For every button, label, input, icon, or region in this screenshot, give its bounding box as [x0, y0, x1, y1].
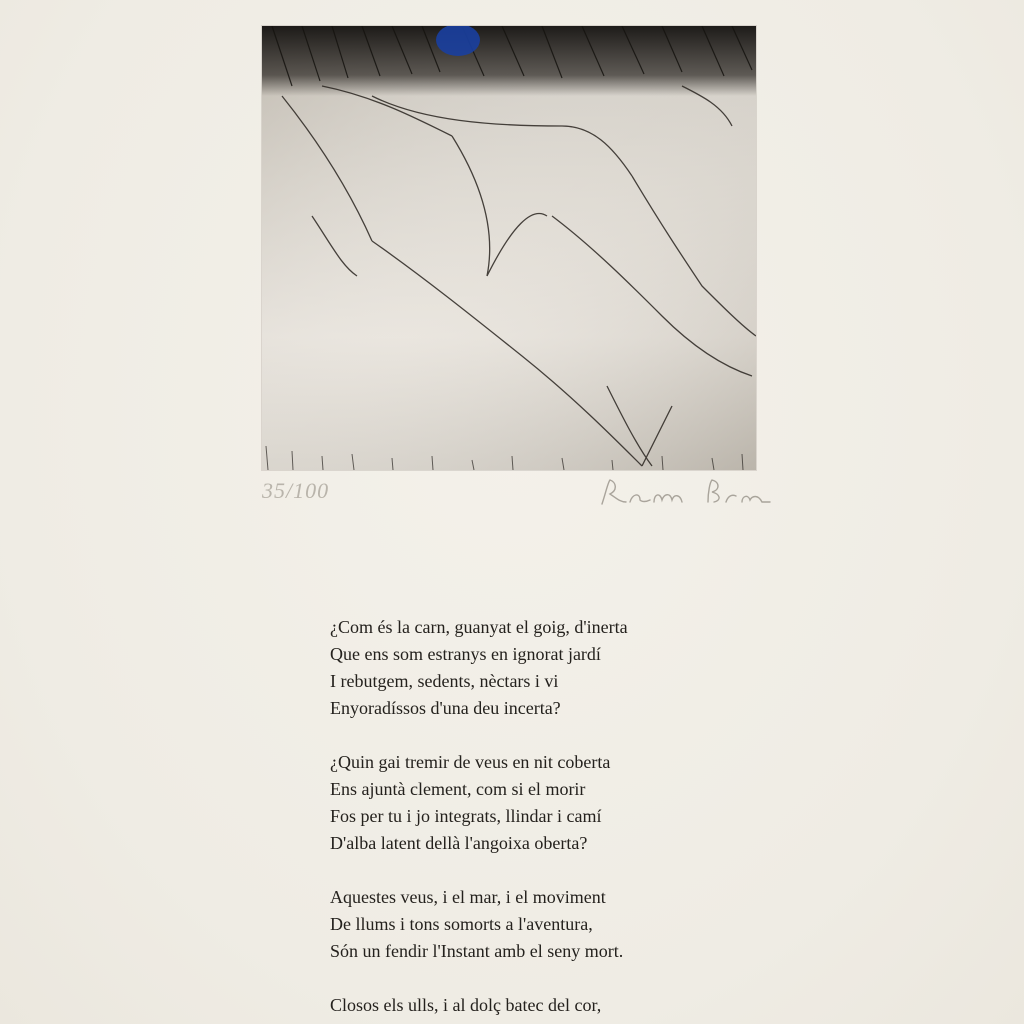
edition-number: 35/100	[262, 478, 330, 503]
poem-line: Aquestes veus, i el mar, i el moviment	[330, 887, 606, 907]
poem-line: ¿Com és la carn, guanyat el goig, d'inerta	[330, 617, 628, 637]
poem-line: De llums i tons somorts a l'aventura,	[330, 914, 593, 934]
poem-line: Són un fendir l'Instant amb el seny mort.	[330, 941, 624, 961]
poem-line: ¿Quin gai tremir de veus en nit coberta	[330, 752, 611, 772]
stanza-3	[330, 884, 770, 965]
stanza-1	[330, 614, 770, 722]
stanza-4	[330, 992, 770, 1019]
poem-line: Enyoradíssos d'una deu incerta?	[330, 698, 561, 718]
poem-line: Que ens som estranys en ignorat jardí	[330, 644, 601, 664]
etching-image	[262, 26, 756, 470]
poem-line: Fos per tu i jo integrats, llindar i camí	[330, 806, 602, 826]
poem-line: Ens ajuntà clement, com si el morir	[330, 779, 586, 799]
etching-drawing	[262, 26, 756, 470]
stanza-2	[330, 749, 770, 857]
poem	[330, 614, 770, 1024]
poem-line: D'alba latent dellà l'angoixa oberta?	[330, 833, 588, 853]
poem-line: Closos els ulls, i al dolç batec del cor,	[330, 995, 602, 1015]
poem-line: I rebutgem, sedents, nèctars i vi	[330, 671, 559, 691]
artist-signature	[596, 472, 776, 512]
